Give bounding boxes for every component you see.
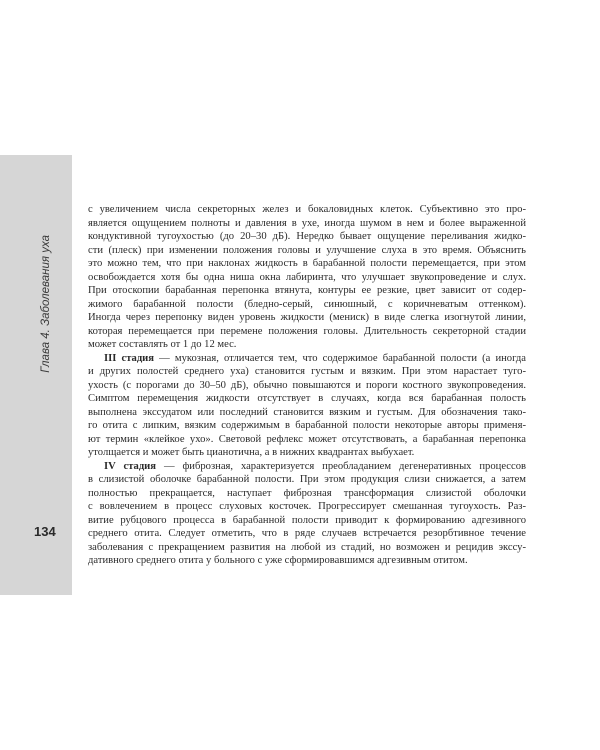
text-line: кондуктивной тугоухостью (до 20–30 дБ). Нередко бывает ощущение переливания жидко- (88, 231, 526, 242)
text-line: жимого барабанной полости (бледно-серый, синюшный, с коричневатым оттенком). (88, 298, 526, 310)
text-line: витие рубцового процесса в барабанной полости приводит к формированию адгезивного (88, 514, 526, 526)
text-line: с вовлечением в процесс слуховых косточек. Прогрессирует смешанная тугоухость. Раз- (88, 501, 526, 512)
chapter-title: Глава 4. Заболевания уха (40, 235, 52, 373)
text-line: полностью прекращается, наступает фиброзная трансформация слизистой оболочки (88, 487, 526, 499)
text-line: дативного среднего отита у больного с уже сформировавшимся адгезивным отитом. (88, 555, 468, 566)
text-line: Иногда через перепонку виден уровень жидкости (мениск) в виде слегка изогнутой линии, (88, 312, 526, 323)
text-line: среднего отита. Следует отметить, что в ряде случаев встречается резорбтивное течение (88, 528, 526, 539)
stage-4-heading: IV стадия (104, 460, 157, 472)
text-line: в слизистой оболочке барабанной полости. При этом продукция слизи снижается, а затем (88, 474, 526, 485)
text-line: является ощущением полноты и давления в ухе, иногда шумом в нем и более выраженной (88, 217, 526, 229)
text-line: утолщается и может быть цианотична, а в нижних квадрантах выбухает. (88, 447, 415, 458)
text-line: освобождается хотя бы одна ниша окна лабиринта, что улучшает звукопроведение и слух. (88, 271, 526, 283)
body-text (88, 203, 526, 568)
page-number: 134 (34, 524, 56, 539)
text-line: ухость (с порогами до 30–50 дБ), обычно повышаются и пороги костного звукопроведения. (88, 379, 526, 391)
text-line: и других полостей среднего уха) становится густым и вязким. При этом нарастает туго- (88, 366, 526, 377)
paragraph-stage-3 (88, 352, 526, 460)
text-line: может составлять от 1 до 12 мес. (88, 339, 237, 350)
text-line: это можно тем, что при наклонах жидкость в барабанной полости перемещается, при этом (88, 258, 526, 269)
text-line: При отоскопии барабанная перепонка втянута, контуры ее резкие, цвет зависит от содер- (88, 285, 526, 296)
text-line: с увеличением числа секреторных желез и бокаловидных клеток. Субъективно это про- (88, 204, 526, 215)
text-line: Симптом перемещения жидкости отсутствует в случаях, когда вся барабанная полость (88, 393, 526, 404)
paragraph-secretory (88, 203, 526, 352)
text-line: заболевания с прекращением развития на любой из стадий, но возможен и рецидив экссу- (88, 541, 526, 553)
text-line: ют термин «клейкое ухо». Световой рефлекс может отсутствовать, а барабанная перепонка (88, 433, 526, 445)
text-line: IV стадия — фиброзная, характеризуется преобладанием дегенеративных процессов (104, 460, 526, 472)
stage-3-heading: III стадия (104, 352, 155, 364)
text-line: го отита с липким, вязким содержимым в барабанной полости некоторые авторы применя- (88, 420, 526, 431)
text-line: выполнена экссудатом или последний становится вязким и густым. Для обозначения тако- (88, 406, 526, 418)
paragraph-stage-4 (88, 460, 526, 568)
text-line: сти (плеск) при изменении положения головы и улучшение слуха в это время. Объяснить (88, 244, 526, 256)
text-line: III стадия — мукозная, отличается тем, что содержимое барабанной полости (а иногда (104, 352, 527, 364)
text-line: которая перемещается при перемене положения головы. Длительность секреторной стадии (88, 325, 526, 337)
